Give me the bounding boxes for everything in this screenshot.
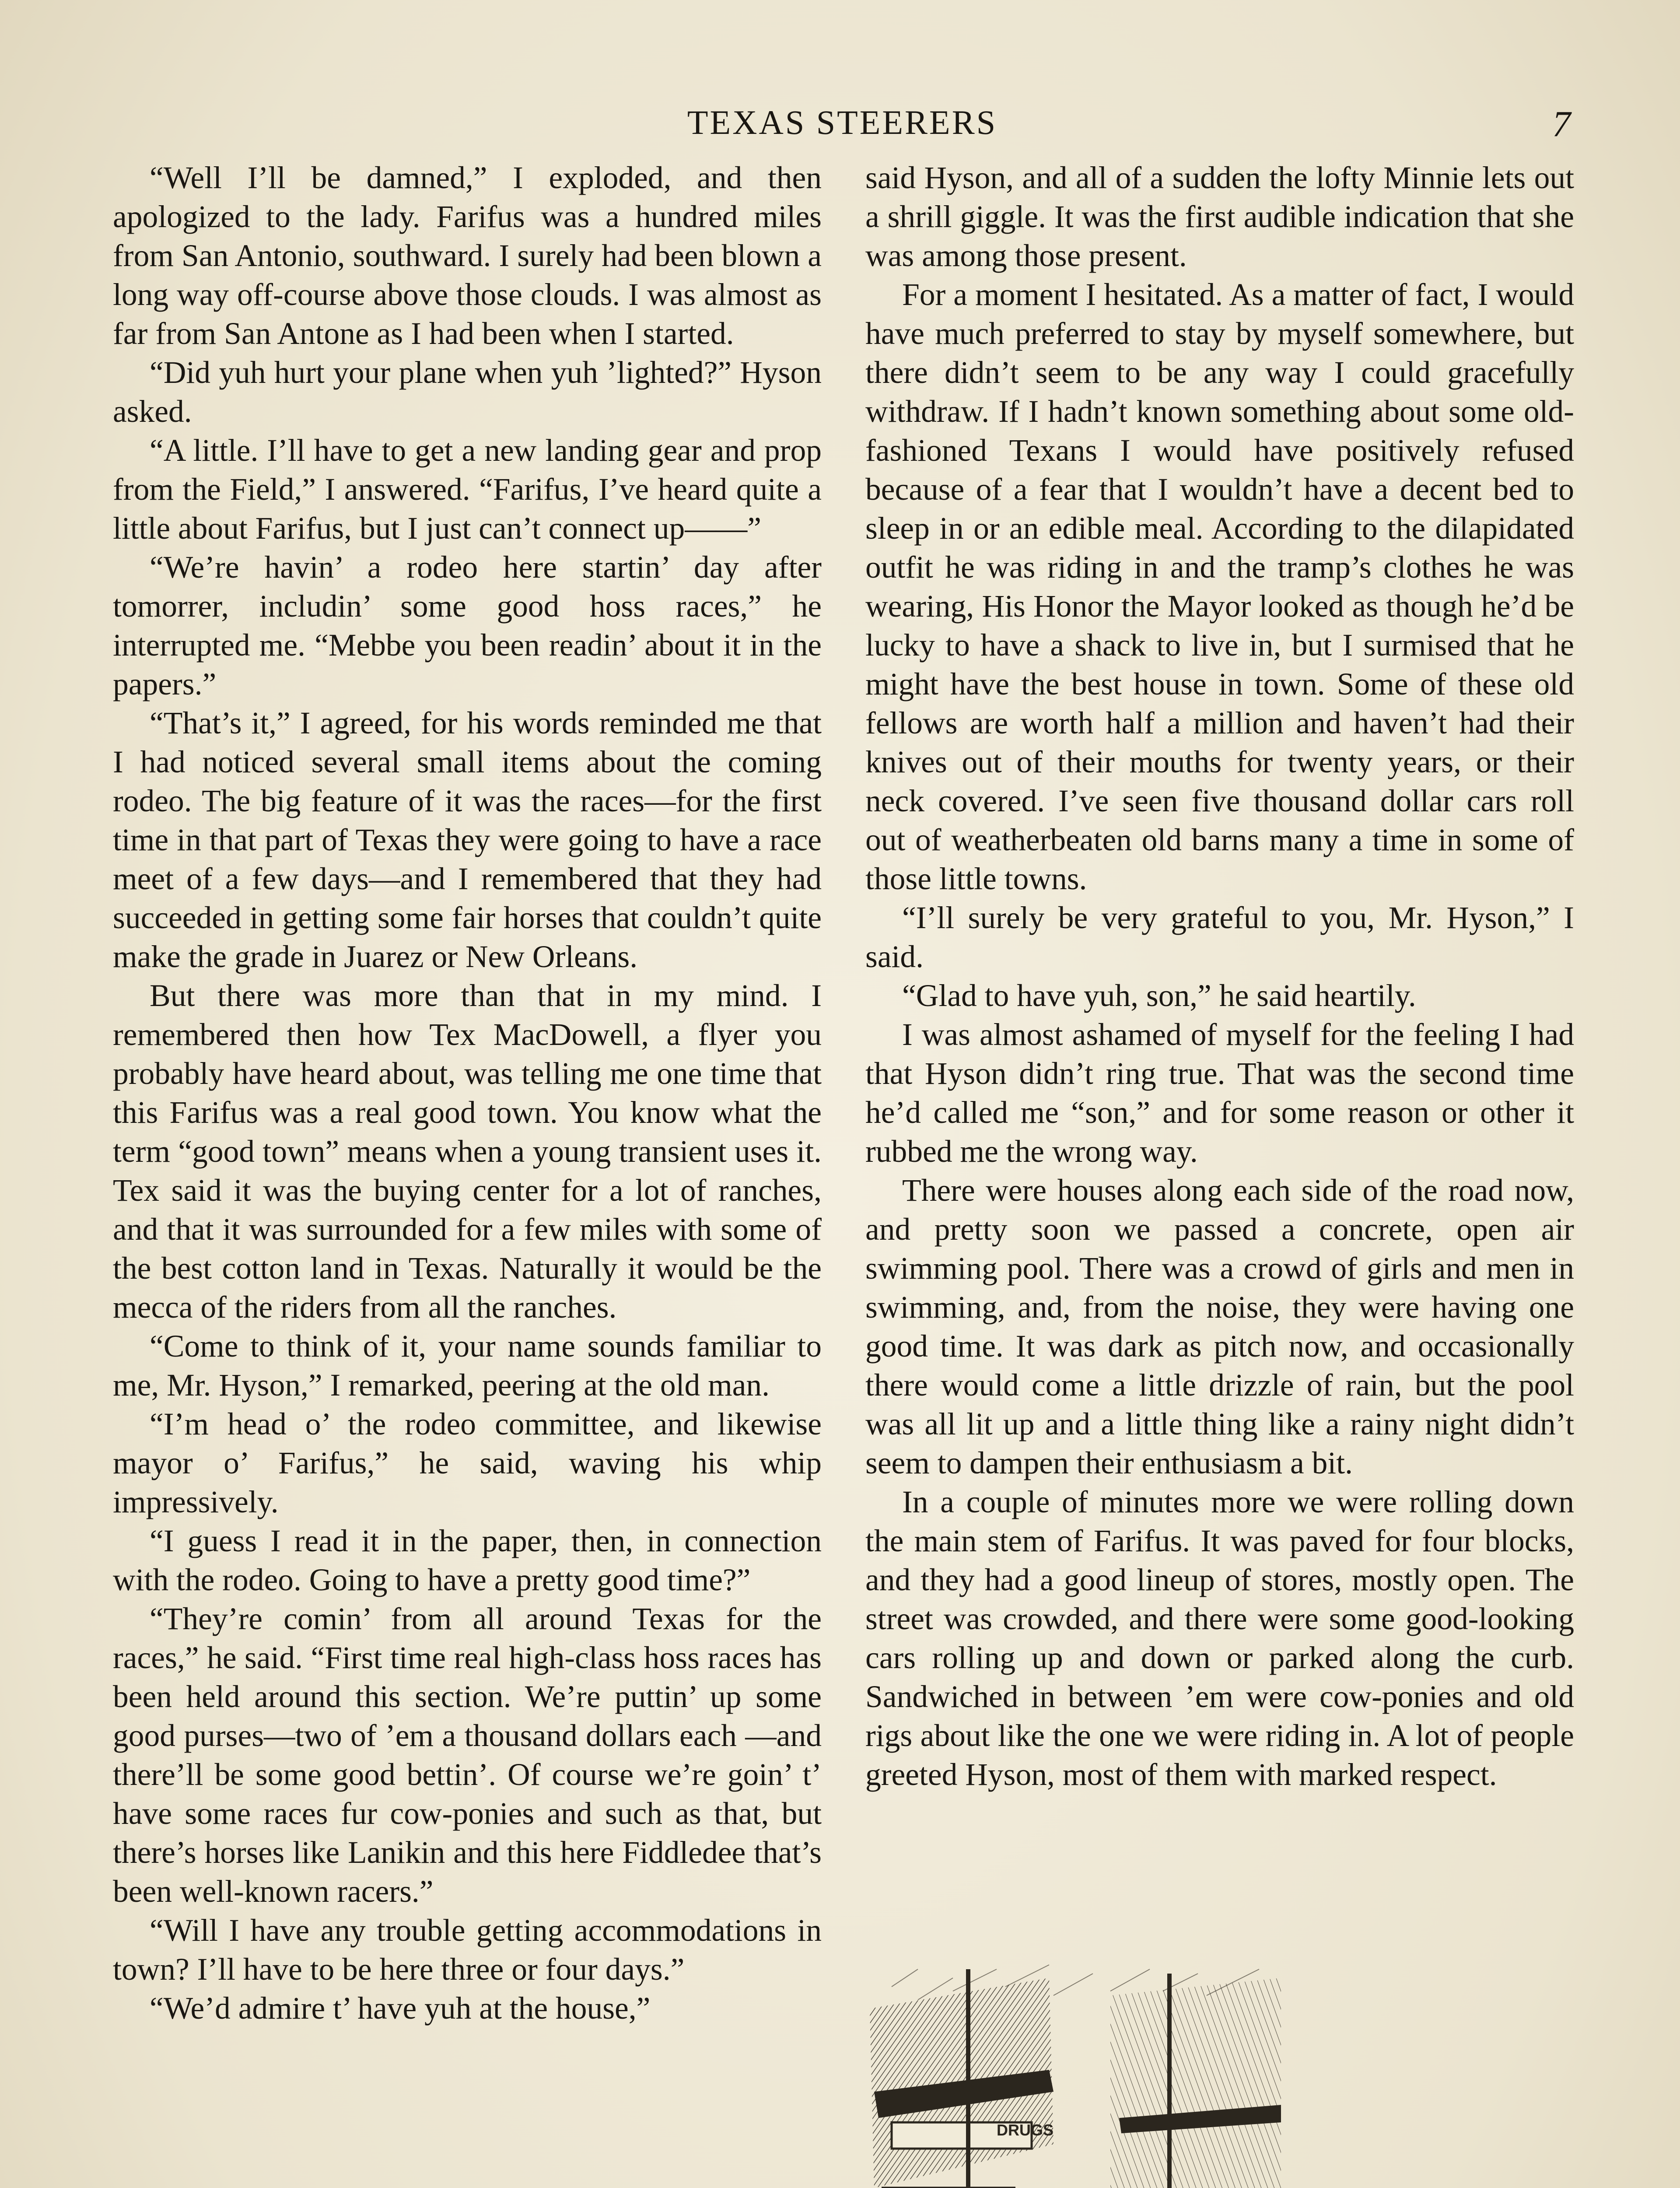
paragraph: “Glad to have yuh, son,” he said heartily. <box>902 978 1416 1013</box>
paragraph: “We’d admire t’ have yuh at the house,” <box>150 1991 651 2026</box>
paragraph: “Did yuh hurt your plane when yuh ’lighted?” Hyson asked. <box>113 355 822 429</box>
street-scene-drawing <box>865 1960 1285 2188</box>
paragraph: But there was more than that in my mind. I remembered then how Tex MacDowell, a flyer you probably have heard about, was telling me one time that this Farifus was a real good town. You know what the term “good town” means when a young transient uses it. Tex said it was the buying center for a lot of ranches, and that it was surrounded for a few miles with some of the best cotton land in Texas. Naturally it would be the mecca of the riders from all the ranches. <box>113 978 822 1325</box>
paragraph: “I’ll surely be very grateful to you, Mr. Hyson,” I said. <box>865 901 1574 974</box>
drugs-sign: DRUGS <box>997 2121 1054 2139</box>
paragraph-continuation: said Hyson, and all of a sudden the lofty Minnie lets out a shrill giggle. It was the first audible indication that she was among those present. <box>865 161 1574 273</box>
paragraph: “I guess I read it in the paper, then, in connection with the rodeo. Going to have a pretty good time?” <box>113 1524 822 1597</box>
running-title: TEXAS STEERERS <box>687 103 998 141</box>
paragraph: “Well I’ll be damned,” I exploded, and then apologized to the lady. Farifus was a hundred miles from San Antonio, southward. I surely had been blown a long way off-course above those clouds. I was almost as far from San Antone as I had been when I started. <box>113 161 822 351</box>
paragraph: “I’m head o’ the rodeo committee, and likewise mayor o’ Farifus,” he said, waving his whip impressively. <box>113 1407 822 1519</box>
left-column <box>113 158 822 2028</box>
paragraph: “Will I have any trouble getting accommodations in town? I’ll have to be here three or four days.” <box>113 1913 822 1987</box>
paragraph: For a moment I hesitated. As a matter of fact, I would have much preferred to stay by myself somewhere, but there didn’t seem to be any way I could gracefully withdraw. If I hadn’t known something about some old-fashioned Texans I would have positively refused because of a fear that I wouldn’t have a decent bed to sleep in or an edible meal. According to the dilapidated outfit he was riding in and the tramp’s clothes he was wearing, His Honor the Mayor looked as though he’d be lucky to have a shack to live in, but I surmised that he might have the best house in town. Some of these old fellows are worth half a million and haven’t had their knives out of their mouths for twenty years, or their neck covered. I’ve seen five thousand dollar cars roll out of weatherbeaten old barns many a time in some of those little towns. <box>865 277 1574 896</box>
street-scene-illustration <box>865 1960 1285 2188</box>
right-column <box>865 158 1574 2188</box>
paragraph-with-illustration <box>865 1483 1574 1794</box>
paragraph: “A little. I’ll have to get a new landing gear and prop from the Field,” I answered. “Farifus, I’ve heard quite a little about Farifus, but I just can’t connect up——” <box>113 433 822 546</box>
paragraph: I was almost ashamed of myself for the feeling I had that Hyson didn’t ring true. That was the second time he’d called me “son,” and for some reason or other it rubbed me the wrong way. <box>865 1017 1574 1169</box>
running-head <box>114 103 1571 151</box>
page-number: 7 <box>1552 104 1571 144</box>
paragraph: “That’s it,” I agreed, for his words reminded me that I had noticed several small items about the coming rodeo. The big feature of it was the races—for the first time in that part of Texas they were going to have a race meet of a few days—and I remembered that they had succeeded in getting some fair horses that couldn’t quite make the grade in Juarez or New Orleans. <box>113 706 822 974</box>
paragraph: “They’re comin’ from all around Texas for the races,” he said. “First time real high-class hoss races has been held around this section. We’re puttin’ up some good purses—two of ’em a thousand dollars each —and there’ll be some good bettin’. Of course we’re goin’ t’ have some races fur cow-ponies and such as that, but there’s horses like Lanikin and this here Fiddledee that’s been well-known racers.” <box>113 1602 822 1909</box>
last-paragraph-text: In a couple of minutes more we were rolling down the main stem of Farifus. It was paved for four blocks, and they had a good lineup of stores, mostly open. The street was crowded, and there were some good-looking cars rolling up and down or parked along the curb. Sandwiched in between ’em were cow-ponies and old rigs about like the one we were riding in. A lot of people greeted Hyson, most of them with marked respect. <box>865 1485 1574 1792</box>
paragraph: There were houses along each side of the road now, and pretty soon we passed a concrete, open air swimming pool. There was a crowd of girls and men in swimming, and, from the noise, they were having one good time. It was dark as pitch now, and occasionally there would come a little drizzle of rain, but the pool was all lit up and a little thing like a rainy night didn’t seem to dampen their enthusiasm a bit. <box>865 1173 1574 1480</box>
paragraph: “Come to think of it, your name sounds familiar to me, Mr. Hyson,” I remarked, peering at the old man. <box>113 1329 822 1403</box>
paragraph: “We’re havin’ a rodeo here startin’ day after tomorrer, includin’ some good hoss races,” he interrupted me. “Mebbe you been readin’ about it in the papers.” <box>113 550 822 701</box>
